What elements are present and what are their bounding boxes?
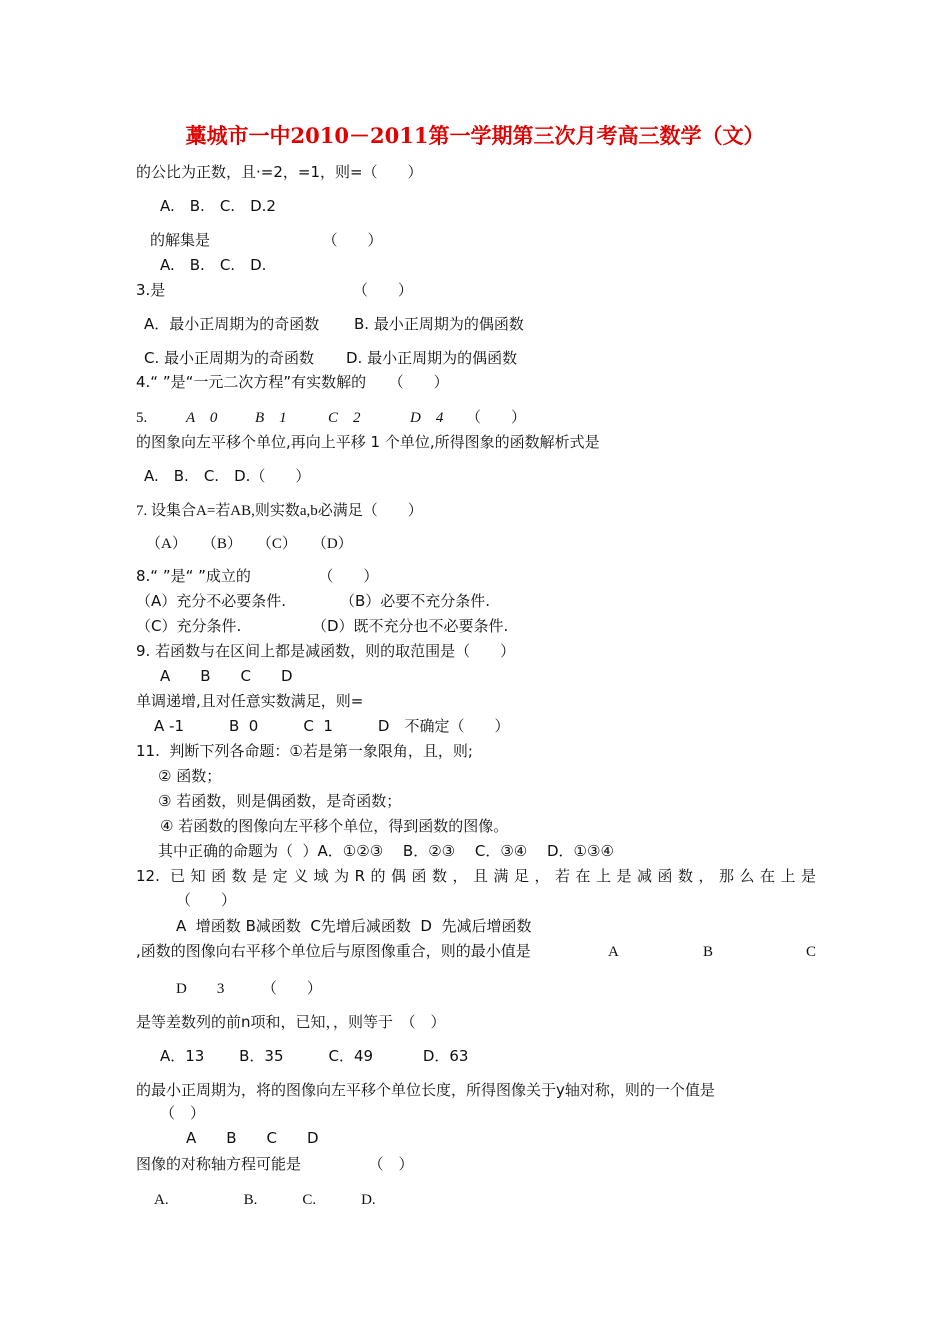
q15-stem: 的最小正周期为，将的图像向左平移个单位长度，所得图像关于y轴对称，则的一个值是: [136, 1081, 715, 1099]
q10-stem: 单调递增,且对任意实数满足，则=: [136, 692, 364, 710]
q11-stem: 11. 判断下列各命题：①若是第一象限角，且，则;: [136, 742, 473, 760]
q7-options: （A） （B） （C） （D）: [146, 536, 353, 552]
q4-stem: 4.“ ”是“一元二次方程”有实数解的 （ ）: [136, 373, 449, 391]
q14-options: A．13 B．35 C．49 D．63: [160, 1047, 469, 1065]
q5-number: 5.: [136, 410, 148, 426]
q8-option-b: （B）必要不充分条件.: [340, 592, 491, 610]
q2-stem: 的解集是 （ ）: [150, 231, 383, 249]
exam-title: 藁城市一中2010－2011第一学期第三次月考高三数学（文）: [185, 123, 765, 148]
q8-stem: 8.“ ”是“ ”成立的 （ ）: [136, 567, 379, 585]
q9-stem: 9. 若函数与在区间上都是减函数，则的取范围是（ ）: [136, 642, 516, 660]
q13-option-c: C: [806, 944, 817, 960]
q12-stem: 12. 已知函数是定义域为R的偶函数，且满足，若在上是减函数，那么在上是: [136, 867, 816, 885]
q3-option-d: D. 最小正周期为的偶函数: [346, 349, 518, 367]
q5-option-d: D 4: [410, 410, 444, 426]
q12-paren: （ ）: [176, 891, 237, 909]
q16-options: A. B. C. D.: [154, 1192, 376, 1208]
q13-option-b: B: [703, 944, 714, 960]
q5-option-c: C 2: [328, 410, 361, 426]
q13-stem: ,函数的图像向右平移个单位后与原图像重合，则的最小值是: [136, 942, 531, 960]
q15-options: A B C D: [186, 1129, 319, 1147]
q3-option-a: A．最小正周期为的奇函数: [144, 315, 320, 333]
q5-option-a: A 0: [186, 410, 218, 426]
q8-option-a: （A）充分不必要条件.: [136, 592, 287, 610]
q5-paren: （ ）: [466, 410, 527, 426]
q5-option-b: B 1: [255, 410, 287, 426]
q3-option-b: B. 最小正周期为的偶函数: [354, 315, 524, 333]
q8-option-c: （C）充分条件.: [136, 617, 242, 635]
q6-options: A. B. C. D.（ ）: [144, 467, 311, 485]
q8-option-d: （D）既不充分也不必要条件.: [312, 617, 509, 635]
q12-options: A 增函数 B减函数 C先增后减函数 D 先减后增函数: [176, 917, 532, 935]
q3-option-c: C. 最小正周期为的奇函数: [144, 349, 315, 367]
q2-options: A. B. C. D.: [160, 256, 267, 274]
q9-options: A B C D: [160, 667, 293, 685]
q11-item-3: ③ 若函数，则是偶函数，是奇函数；: [158, 792, 402, 810]
q14-stem: 是等差数列的前n项和，已知，，则等于 （ ）: [136, 1013, 446, 1031]
q11-item-2: ② 函数；: [158, 767, 222, 785]
q16-stem: 图像的对称轴方程可能是 （ ）: [136, 1155, 414, 1173]
q11-answers: 其中正确的命题为（ ）A．①②③ B．②③ C．③④ D．①③④: [158, 842, 614, 860]
q10-options: A -1 B 0 C 1 D 不确定（ ）: [154, 717, 510, 735]
q11-item-4: ④ 若函数的图像向左平移个单位，得到函数的图像。: [160, 817, 509, 835]
q1-options: A. B. C. D.2: [160, 197, 276, 215]
q13-option-a: A: [608, 944, 619, 960]
q13-option-d: D 3 （ ）: [176, 981, 322, 997]
q1-stem: 的公比为正数，且·=2，=1，则=（ ）: [136, 163, 423, 181]
q6-stem: 的图象向左平移个单位,再向上平移 1 个单位,所得图象的函数解析式是: [136, 433, 600, 451]
q3-stem: 3.是 （ ）: [136, 281, 413, 299]
q7-stem: 7. 设集合A=若AB,则实数a,b必满足（ ）: [136, 503, 423, 519]
q15-paren: （ ）: [160, 1104, 206, 1122]
